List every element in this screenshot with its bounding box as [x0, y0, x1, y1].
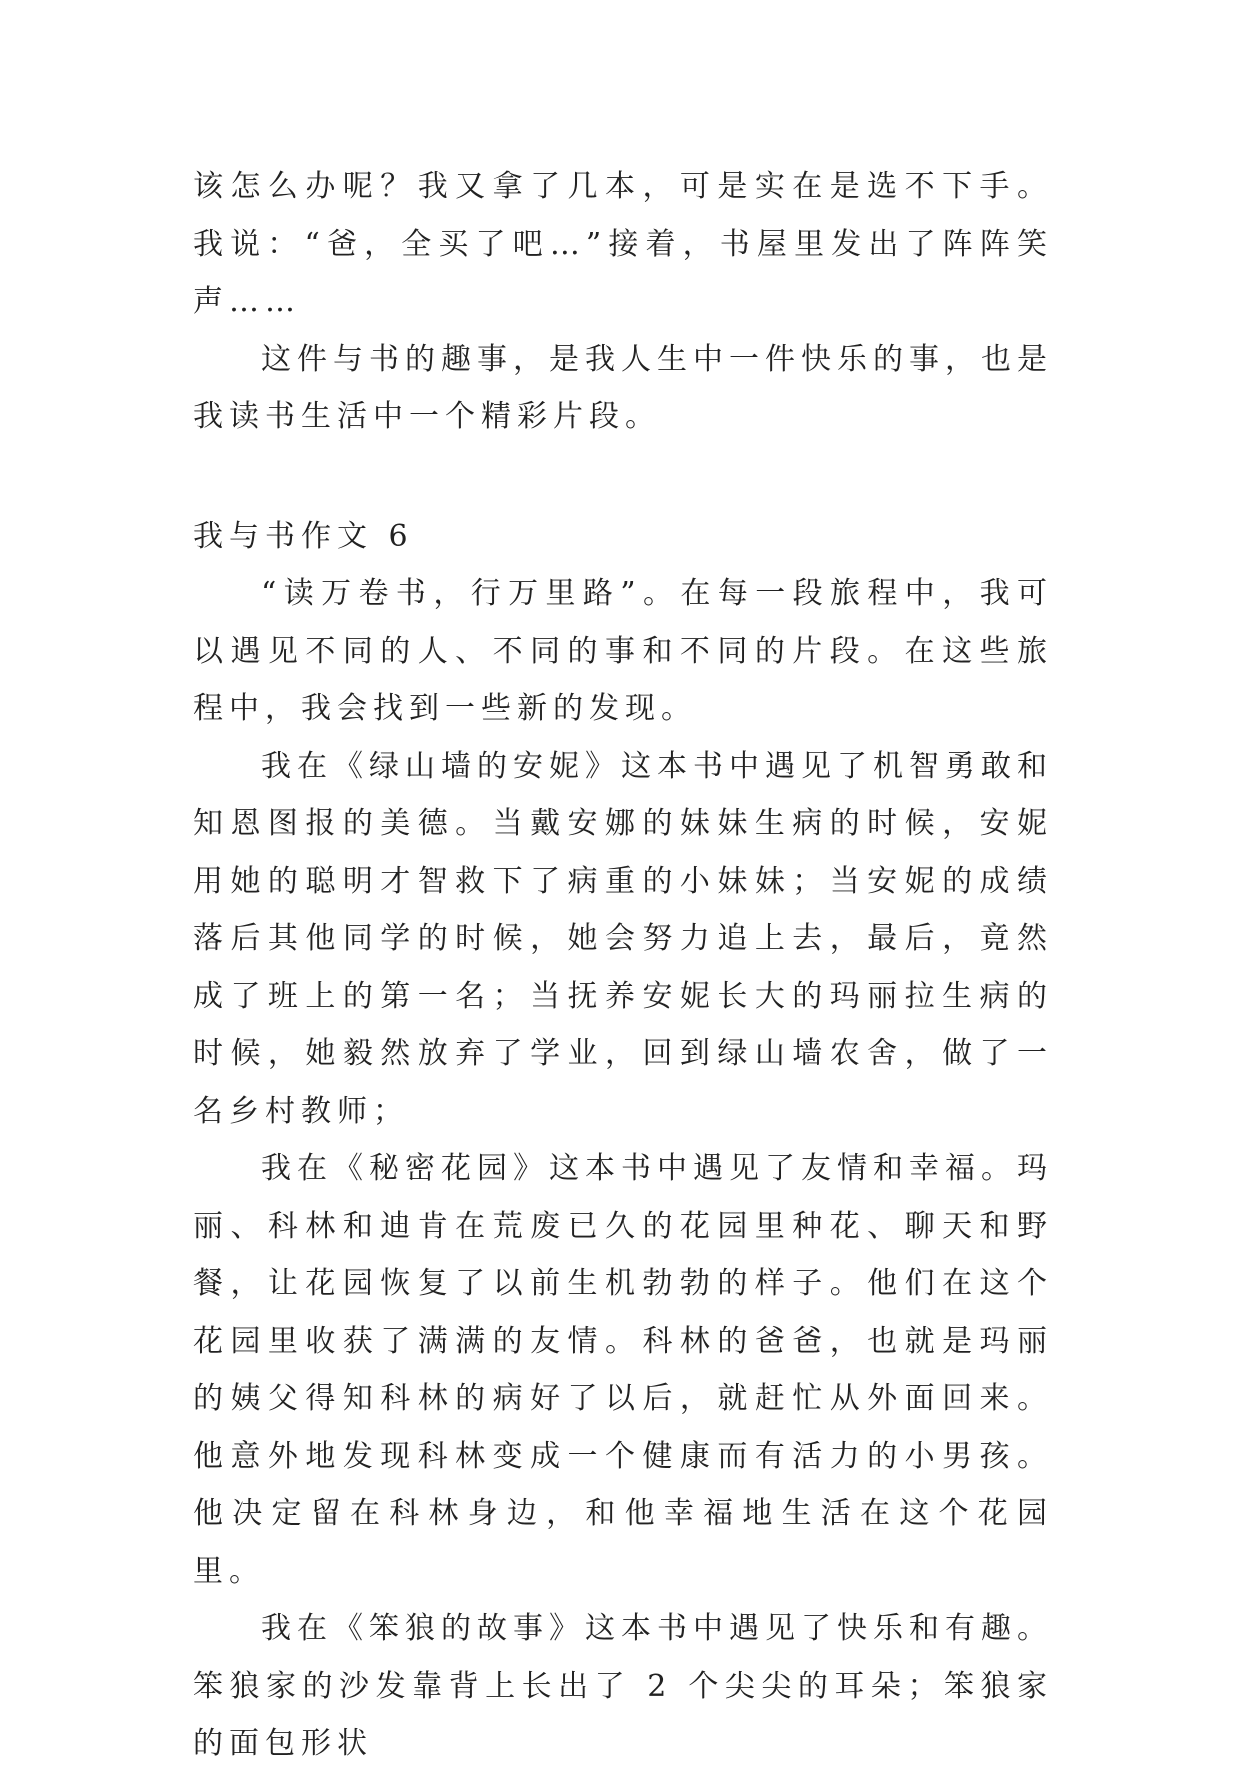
paragraph-continuation: 该怎么办呢？我又拿了几本，可是实在是选不下手。我说：“爸，全买了吧…”接着，书屋里发出了阵阵笑声…… [193, 169, 1053, 319]
paragraph-opening: “读万卷书，行万里路”。在每一段旅程中，我可以遇见不同的人、不同的事和不同的片段。在这些旅程中，我会找到一些新的发现。 [193, 576, 1053, 726]
paragraph-anne: 我在《绿山墙的安妮》这本书中遇见了机智勇敢和知恩图报的美德。当戴安娜的妹妹生病的时候，安妮用她的聪明才智救下了病重的小妹妹；当安妮的成绩落后其他同学的时候，她会努力追上去，最后，竟然成了班上的第一名；当抚养安妮长大的玛丽拉生病的时候，她毅然放弃了学业，回到绿山墙农舍，做了一名乡村教师； [193, 748, 1053, 1129]
paragraph-conclusion: 这件与书的趣事，是我人生中一件快乐的事，也是我读书生活中一个精彩片段。 [193, 341, 1053, 434]
section-spacer [193, 446, 1053, 508]
paragraph-secret-garden: 我在《秘密花园》这本书中遇见了友情和幸福。玛丽、科林和迪肯在荒废已久的花园里种花、聊天和野餐，让花园恢复了以前生机勃勃的样子。他们在这个花园里收获了满满的友情。科林的爸爸，也就是玛丽的姨父得知科林的病好了以后，就赶忙从外面回来。他意外地发现科林变成一个健康而有活力的小男孩。他决定留在科林身边，和他幸福地生活在这个花园里。 [193, 1151, 1053, 1589]
paragraph-silly-wolf: 我在《笨狼的故事》这本书中遇见了快乐和有趣。笨狼家的沙发靠背上长出了 2 个尖尖的耳朵；笨狼家的面包形状 [193, 1611, 1053, 1761]
section-title: 我与书作文 6 [193, 518, 414, 554]
document-body [193, 158, 1053, 1773]
